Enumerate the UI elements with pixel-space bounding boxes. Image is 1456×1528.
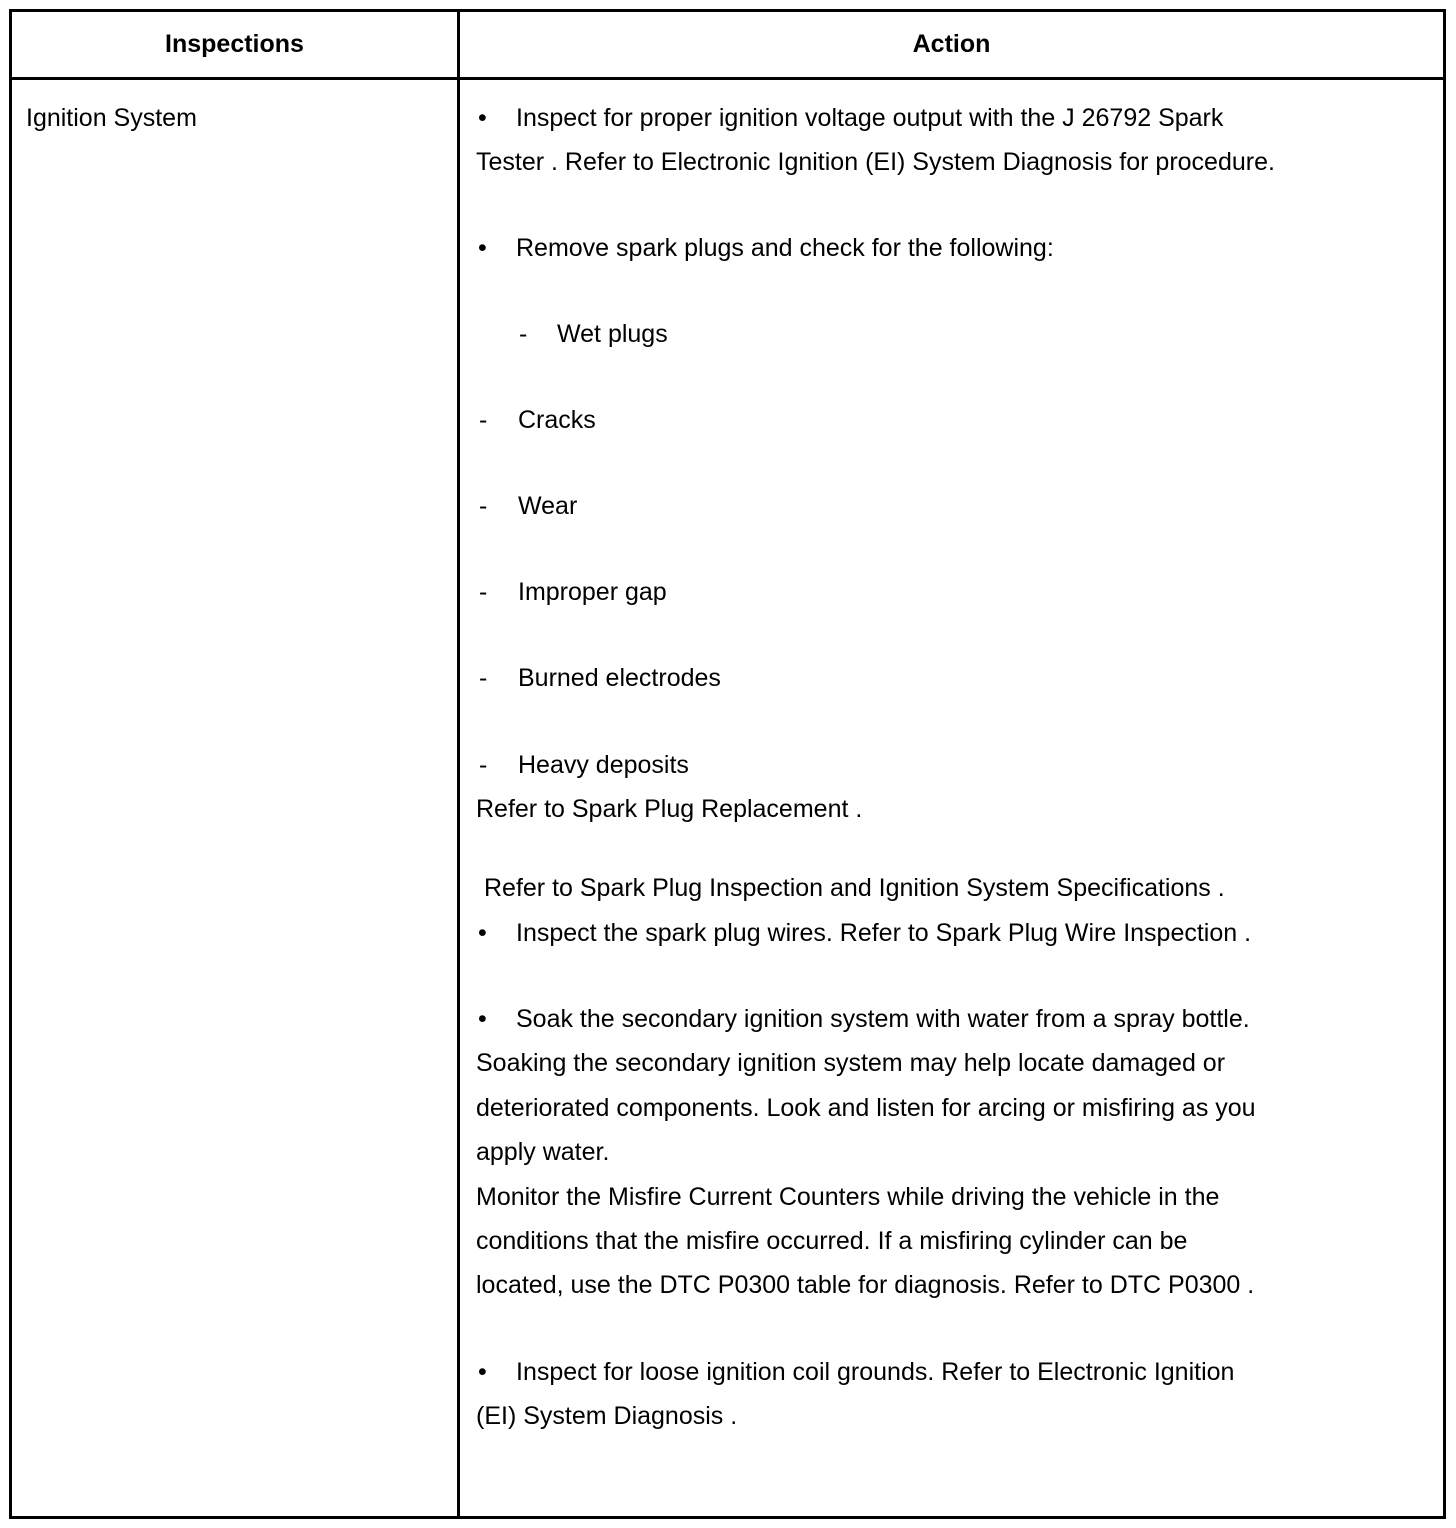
header-action: Action	[912, 30, 991, 58]
dash-marker: -	[479, 664, 488, 692]
header-inspections: Inspections	[165, 30, 304, 58]
dash-marker: -	[479, 578, 488, 606]
dash-marker: -	[479, 406, 488, 434]
bullet-marker: •	[478, 104, 487, 132]
header-divider	[9, 77, 1446, 80]
step3-text: Inspect the spark plug wires. Refer to Spark Plug Wire Inspection .	[516, 919, 1252, 947]
inspection-cell: Ignition System	[26, 104, 197, 132]
check-item: Wear	[518, 492, 578, 520]
bullet-marker: •	[478, 234, 487, 262]
dash-marker: -	[519, 320, 528, 348]
step2-text: Remove spark plugs and check for the following:	[516, 234, 1054, 262]
column-divider	[457, 9, 460, 1519]
monitor-line1: Monitor the Misfire Current Counters while driving the vehicle in the	[476, 1183, 1220, 1211]
check-item: Burned electrodes	[518, 664, 721, 692]
bullet-marker: •	[478, 1005, 487, 1033]
monitor-line3: located, use the DTC P0300 table for diagnosis. Refer to DTC P0300 .	[476, 1271, 1255, 1299]
dash-marker: -	[479, 492, 488, 520]
step4-line1: Soak the secondary ignition system with water from a spray bottle.	[516, 1005, 1250, 1033]
bullet-marker: •	[478, 919, 487, 947]
dash-marker: -	[479, 751, 488, 779]
step4-line4: apply water.	[476, 1138, 610, 1166]
step4-line3: deteriorated components. Look and listen for arcing or misfiring as you	[476, 1094, 1256, 1122]
step5-line2: (EI) System Diagnosis .	[476, 1402, 738, 1430]
step5-line1: Inspect for loose ignition coil grounds. Refer to Electronic Ignition	[516, 1358, 1235, 1386]
step1-line2: Tester . Refer to Electronic Ignition (EI) System Diagnosis for procedure.	[476, 148, 1275, 176]
step1-line1: Inspect for proper ignition voltage output with the J 26792 Spark	[516, 104, 1224, 132]
check-item: Cracks	[518, 406, 596, 434]
bullet-marker: •	[478, 1358, 487, 1386]
check-item: Improper gap	[518, 578, 667, 606]
monitor-line2: conditions that the misfire occurred. If a misfiring cylinder can be	[476, 1227, 1188, 1255]
check-item: Heavy deposits	[518, 751, 689, 779]
step4-line2: Soaking the secondary ignition system may help locate damaged or	[476, 1049, 1226, 1077]
reference-text: Refer to Spark Plug Replacement .	[476, 795, 863, 823]
check-item: Wet plugs	[557, 320, 668, 348]
reference-text: Refer to Spark Plug Inspection and Ignition System Specifications .	[484, 874, 1225, 902]
